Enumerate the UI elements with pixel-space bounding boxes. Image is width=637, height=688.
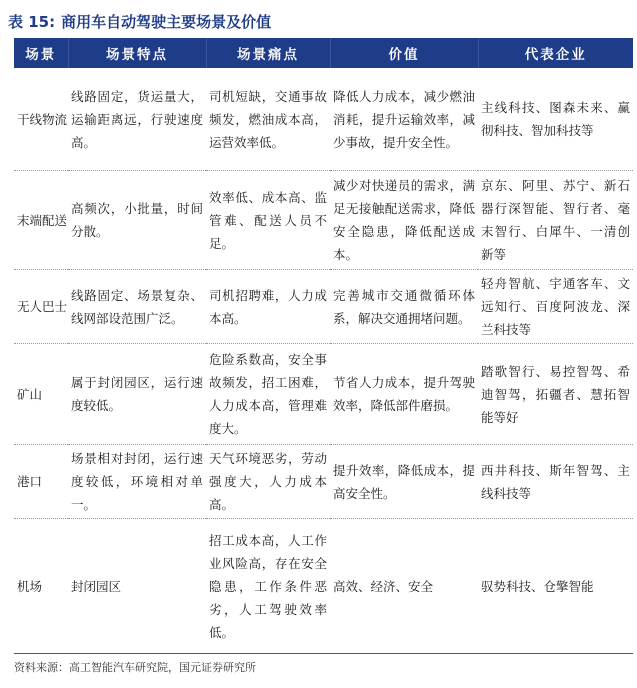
source-note: 资料来源：高工智能汽车研究院，国元证券研究所 (14, 661, 256, 674)
cell-scene: 港口 (14, 445, 68, 519)
cell-value: 减少对快递员的需求，满足无接触配送需求，降低安全隐患，降低配送成本。 (330, 171, 478, 270)
cell-scene: 矿山 (14, 344, 68, 445)
header-scene: 场景 (14, 38, 68, 68)
cell-companies: 西井科技、斯年智驾、主线科技等 (478, 445, 633, 519)
cell-scene: 干线物流 (14, 68, 68, 171)
cell-scene: 机场 (14, 519, 68, 654)
cell-pain-points: 效率低、成本高、监管难、配送人员不足。 (206, 171, 330, 270)
header-row (14, 38, 633, 68)
cell-pain-points: 司机招聘难，人力成本高。 (206, 270, 330, 344)
cell-pain-points: 危险系数高，安全事故频发，招工困难，人力成本高，管理难度大。 (206, 344, 330, 445)
cell-pain-points: 司机短缺，交通事故频发，燃油成本高，运营效率低。 (206, 68, 330, 171)
cell-pain-points: 招工成本高，人工作业风险高，存在安全隐患，工作条件恶劣，人工驾驶效率低。 (206, 519, 330, 654)
cell-pain-points: 天气环境恶劣，劳动强度大，人力成本高。 (206, 445, 330, 519)
table-row (14, 68, 633, 171)
cell-companies: 踏歌智行、易控智驾、希迪智驾，拓疆者、慧拓智能等好 (478, 344, 633, 445)
cell-value: 高效、经济、安全 (330, 519, 478, 654)
cell-companies: 京东、阿里、苏宁、新石器行深智能、智行者、毫末智行、白犀牛、一清创新等 (478, 171, 633, 270)
table-row (14, 171, 633, 270)
table-caption: 商用车自动驾驶主要场景及价值 (61, 13, 272, 31)
table-row (14, 344, 633, 445)
cell-features: 高频次，小批量，时间分散。 (68, 171, 206, 270)
table-title (8, 8, 628, 36)
scenario-table (14, 38, 633, 654)
cell-scene: 无人巴士 (14, 270, 68, 344)
table-row (14, 519, 633, 654)
cell-value: 完善城市交通微循环体系，解决交通拥堵问题。 (330, 270, 478, 344)
cell-companies: 驭势科技、仓擎智能 (478, 519, 633, 654)
cell-features: 线路固定、场景复杂、线网部设范围广泛。 (68, 270, 206, 344)
header-features: 场景特点 (68, 38, 206, 68)
cell-value: 降低人力成本，减少燃油消耗，提升运输效率，减少事故，提升安全性。 (330, 68, 478, 171)
table-number: 表 15: (8, 13, 56, 31)
cell-value: 提升效率，降低成本，提高安全性。 (330, 445, 478, 519)
cell-features: 场景相对封闭，运行速度较低，环境相对单一。 (68, 445, 206, 519)
cell-features: 封闭园区 (68, 519, 206, 654)
table-row (14, 270, 633, 344)
cell-features: 属于封闭园区，运行速度较低。 (68, 344, 206, 445)
header-value: 价值 (330, 38, 478, 68)
cell-value: 节省人力成本，提升驾驶效率，降低部件磨损。 (330, 344, 478, 445)
header-pain-points: 场景痛点 (206, 38, 330, 68)
cell-features: 线路固定，货运量大，运输距离远，行驶速度高。 (68, 68, 206, 171)
header-companies: 代表企业 (478, 38, 633, 68)
cell-scene: 末端配送 (14, 171, 68, 270)
cell-companies: 主线科技、图森未来、赢彻科技、智加科技等 (478, 68, 633, 171)
table-row (14, 445, 633, 519)
cell-companies: 轻舟智航、宇通客车、文远知行、百度阿波龙、深兰科技等 (478, 270, 633, 344)
